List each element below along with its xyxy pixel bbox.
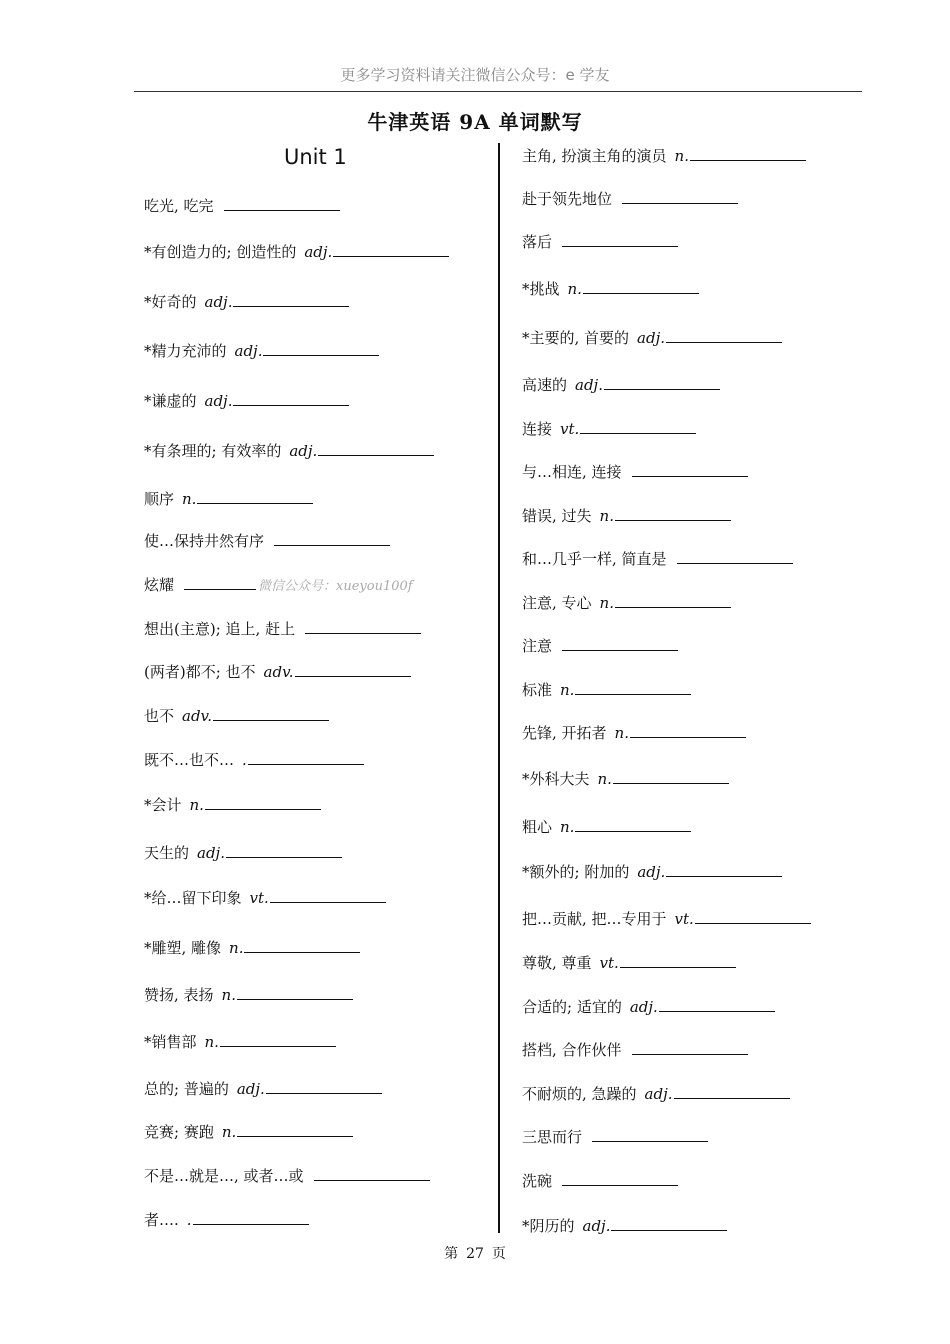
vocab-meaning: 先锋, 开拓者 (522, 724, 607, 742)
answer-blank[interactable] (266, 1079, 382, 1094)
vocab-item (144, 1122, 353, 1142)
answer-blank[interactable] (244, 938, 360, 953)
vocab-meaning: *雕塑, 雕像 (144, 939, 222, 957)
vocab-meaning: *有创造力的; 创造性的 (144, 243, 297, 261)
part-of-speech: adj. (204, 392, 233, 410)
vocab-meaning: 注意, 专心 (522, 594, 592, 612)
part-of-speech: adj. (234, 342, 263, 360)
vocab-item (144, 938, 360, 958)
answer-blank[interactable] (193, 1210, 309, 1225)
vocab-meaning: 赴于领先地位 (522, 190, 613, 208)
vocab-meaning: 不是…就是…, 或者…或 (144, 1167, 304, 1185)
vocab-meaning: *销售部 (144, 1033, 197, 1051)
answer-blank[interactable] (604, 375, 720, 390)
vocab-meaning: 和…几乎一样, 简直是 (522, 550, 667, 568)
vocab-meaning: 吃光, 吃完 (144, 197, 214, 215)
vocab-item (522, 1084, 790, 1104)
column-divider (498, 143, 500, 1233)
answer-blank[interactable] (295, 662, 411, 677)
vocab-item (144, 575, 413, 597)
vocab-item (144, 843, 342, 863)
part-of-speech: vt. (560, 420, 580, 438)
answer-blank[interactable] (611, 1216, 727, 1231)
vocab-meaning: 尊敬, 尊重 (522, 954, 592, 972)
answer-blank[interactable] (666, 328, 782, 343)
vocab-item (144, 292, 349, 312)
vocab-item (144, 242, 449, 262)
part-of-speech: adv. (263, 663, 294, 681)
answer-blank[interactable] (224, 196, 340, 211)
answer-blank[interactable] (632, 462, 748, 477)
part-of-speech: n. (182, 490, 197, 508)
vocab-item (144, 662, 411, 682)
part-of-speech: n. (599, 507, 614, 525)
answer-blank[interactable] (580, 419, 696, 434)
vocab-item (522, 680, 691, 700)
vocab-meaning: *会计 (144, 796, 182, 814)
vocab-item (522, 506, 731, 526)
answer-blank[interactable] (226, 843, 342, 858)
vocab-meaning: 炫耀 (144, 576, 175, 594)
answer-blank[interactable] (562, 1171, 678, 1186)
part-of-speech: n. (560, 681, 575, 699)
vocab-item (144, 1166, 430, 1186)
answer-blank[interactable] (562, 636, 678, 651)
vocab-meaning: 顺序 (144, 490, 175, 508)
answer-blank[interactable] (233, 292, 349, 307)
page-header: 更多学习资料请关注微信公众号：e 学友 (340, 66, 610, 84)
answer-blank[interactable] (620, 953, 736, 968)
answer-blank[interactable] (270, 888, 386, 903)
vocab-meaning: 既不…也不… (144, 751, 235, 769)
answer-blank[interactable] (305, 619, 421, 634)
vocab-item (522, 419, 696, 439)
part-of-speech: adv. (182, 707, 213, 725)
vocab-meaning: *挑战 (522, 280, 560, 298)
answer-blank[interactable] (674, 1084, 790, 1099)
vocab-meaning: 把…贡献, 把…专用于 (522, 910, 667, 928)
part-of-speech: n. (560, 818, 575, 836)
vocab-item (522, 593, 731, 613)
answer-blank[interactable] (622, 189, 738, 204)
vocab-item (522, 189, 738, 209)
vocab-meaning: 连接 (522, 420, 553, 438)
answer-blank[interactable] (583, 279, 699, 294)
vocab-item (522, 636, 678, 656)
vocab-item (522, 146, 806, 166)
part-of-speech: n. (614, 724, 629, 742)
vocab-item (522, 1171, 678, 1191)
vocab-item (144, 1079, 382, 1099)
part-of-speech: . (186, 1211, 192, 1229)
vocab-item (144, 619, 421, 639)
vocab-meaning: 不耐烦的, 急躁的 (522, 1085, 637, 1103)
answer-blank[interactable] (333, 242, 449, 257)
footer-suffix: 页 (491, 1246, 506, 1262)
part-of-speech: vt. (249, 889, 269, 907)
vocab-item (144, 441, 434, 461)
answer-blank[interactable] (575, 817, 691, 832)
answer-blank[interactable] (677, 549, 793, 564)
watermark-text: 微信公众号：xueyou100f (258, 579, 413, 594)
vocab-meaning: 主角, 扮演主角的演员 (522, 147, 667, 165)
vocab-meaning: 落后 (522, 233, 553, 251)
part-of-speech: n. (204, 1033, 219, 1051)
vocab-meaning: 想出(主意); 追上, 赶上 (144, 620, 296, 638)
answer-blank[interactable] (615, 593, 731, 608)
part-of-speech: adj. (197, 844, 225, 862)
answer-blank[interactable] (695, 909, 811, 924)
part-of-speech: adj. (629, 998, 658, 1016)
vocab-meaning: *额外的; 附加的 (522, 863, 630, 881)
vocab-item (522, 549, 793, 569)
part-of-speech: adj. (575, 376, 603, 394)
part-of-speech: n. (229, 939, 244, 957)
vocab-item (144, 888, 386, 908)
vocab-item (144, 750, 364, 770)
vocab-item (144, 985, 353, 1005)
vocab-meaning: 合适的; 适宜的 (522, 998, 622, 1016)
part-of-speech: n. (674, 147, 689, 165)
vocab-meaning: 天生的 (144, 844, 190, 862)
answer-blank[interactable] (659, 997, 775, 1012)
part-of-speech: adj. (236, 1080, 265, 1098)
vocab-meaning: 者…. (144, 1211, 179, 1229)
answer-blank[interactable] (237, 985, 353, 1000)
vocab-item (522, 328, 782, 348)
answer-blank[interactable] (615, 506, 731, 521)
part-of-speech: n. (221, 1123, 237, 1141)
part-of-speech: adj. (637, 863, 666, 881)
vocab-meaning: *主要的, 首要的 (522, 329, 630, 347)
part-of-speech: adj. (637, 329, 666, 347)
answer-blank[interactable] (592, 1127, 708, 1142)
vocab-meaning: 三思而行 (522, 1128, 583, 1146)
vocab-item (144, 391, 349, 411)
vocab-meaning: 搭档, 合作伙伴 (522, 1041, 622, 1059)
vocab-item (144, 489, 313, 509)
vocab-item (144, 1032, 336, 1052)
vocab-meaning: 赞扬, 表扬 (144, 986, 214, 1004)
vocab-meaning: *谦虚的 (144, 392, 197, 410)
part-of-speech: n. (189, 796, 204, 814)
part-of-speech: n. (567, 280, 582, 298)
vocab-meaning: 洗碗 (522, 1172, 553, 1190)
answer-blank[interactable] (248, 750, 364, 765)
vocab-item (144, 341, 379, 361)
vocab-item (522, 375, 720, 395)
part-of-speech: adj. (644, 1085, 673, 1103)
answer-blank[interactable] (613, 769, 729, 784)
answer-blank[interactable] (184, 575, 256, 590)
vocab-item (522, 769, 729, 789)
part-of-speech: . (242, 751, 247, 769)
vocab-item (522, 232, 678, 252)
part-of-speech: vt. (674, 910, 694, 928)
answer-blank[interactable] (205, 795, 321, 810)
vocab-item (144, 1210, 309, 1230)
vocab-item (522, 953, 736, 973)
vocab-item (522, 723, 746, 743)
vocab-item (144, 706, 329, 726)
vocab-meaning: 也不 (144, 707, 175, 725)
page-title: 牛津英语 9A 单词默写 (367, 110, 583, 134)
part-of-speech: vt. (599, 954, 619, 972)
part-of-speech: n. (599, 594, 614, 612)
answer-blank[interactable] (197, 489, 313, 504)
part-of-speech: adj. (289, 442, 318, 460)
answer-blank[interactable] (213, 706, 329, 721)
vocab-meaning: 注意 (522, 637, 553, 655)
vocab-item (522, 1127, 708, 1147)
vocab-item (144, 795, 321, 815)
vocab-meaning: 错误, 过失 (522, 507, 592, 525)
vocab-meaning: *阴历的 (522, 1217, 575, 1235)
vocab-meaning: *好奇的 (144, 293, 197, 311)
answer-blank[interactable] (318, 441, 434, 456)
vocab-item (522, 817, 691, 837)
vocab-meaning: 标准 (522, 681, 553, 699)
vocab-item (144, 531, 390, 551)
answer-blank[interactable] (632, 1040, 748, 1055)
vocab-item (144, 196, 340, 216)
answer-blank[interactable] (314, 1166, 430, 1181)
vocab-meaning: 总的; 普遍的 (144, 1080, 229, 1098)
part-of-speech: n. (597, 770, 612, 788)
vocab-meaning: *有条理的; 有效率的 (144, 442, 282, 460)
answer-blank[interactable] (220, 1032, 336, 1047)
vocab-meaning: 使…保持井然有序 (144, 532, 265, 550)
vocab-item (522, 279, 699, 299)
vocab-meaning: 竞赛; 赛跑 (144, 1123, 214, 1141)
vocab-meaning: *外科大夫 (522, 770, 590, 788)
vocab-meaning: 高速的 (522, 376, 568, 394)
vocab-item (522, 862, 782, 882)
page-footer (0, 1243, 950, 1263)
vocab-item (522, 462, 748, 482)
vocab-item (522, 1040, 748, 1060)
vocab-meaning: (两者)都不; 也不 (144, 663, 256, 681)
answer-blank[interactable] (666, 862, 782, 877)
answer-blank[interactable] (263, 341, 379, 356)
answer-blank[interactable] (233, 391, 349, 406)
part-of-speech: adj. (582, 1217, 611, 1235)
page-number: 27 (466, 1246, 484, 1262)
vocab-item (522, 1216, 727, 1236)
footer-prefix: 第 (444, 1246, 459, 1262)
vocab-item (522, 997, 775, 1017)
answer-blank[interactable] (237, 1122, 353, 1137)
header-rule (134, 91, 862, 92)
part-of-speech: adj. (304, 243, 333, 261)
unit-heading: Unit 1 (284, 145, 347, 169)
part-of-speech: adj. (204, 293, 233, 311)
part-of-speech: n. (221, 986, 236, 1004)
answer-blank[interactable] (562, 232, 678, 247)
vocab-meaning: *精力充沛的 (144, 342, 227, 360)
answer-blank[interactable] (630, 723, 746, 738)
answer-blank[interactable] (274, 531, 390, 546)
vocab-item (522, 909, 811, 929)
answer-blank[interactable] (690, 146, 806, 161)
answer-blank[interactable] (575, 680, 691, 695)
vocab-meaning: *给…留下印象 (144, 889, 242, 907)
vocab-meaning: 与…相连, 连接 (522, 463, 622, 481)
vocab-meaning: 粗心 (522, 818, 553, 836)
